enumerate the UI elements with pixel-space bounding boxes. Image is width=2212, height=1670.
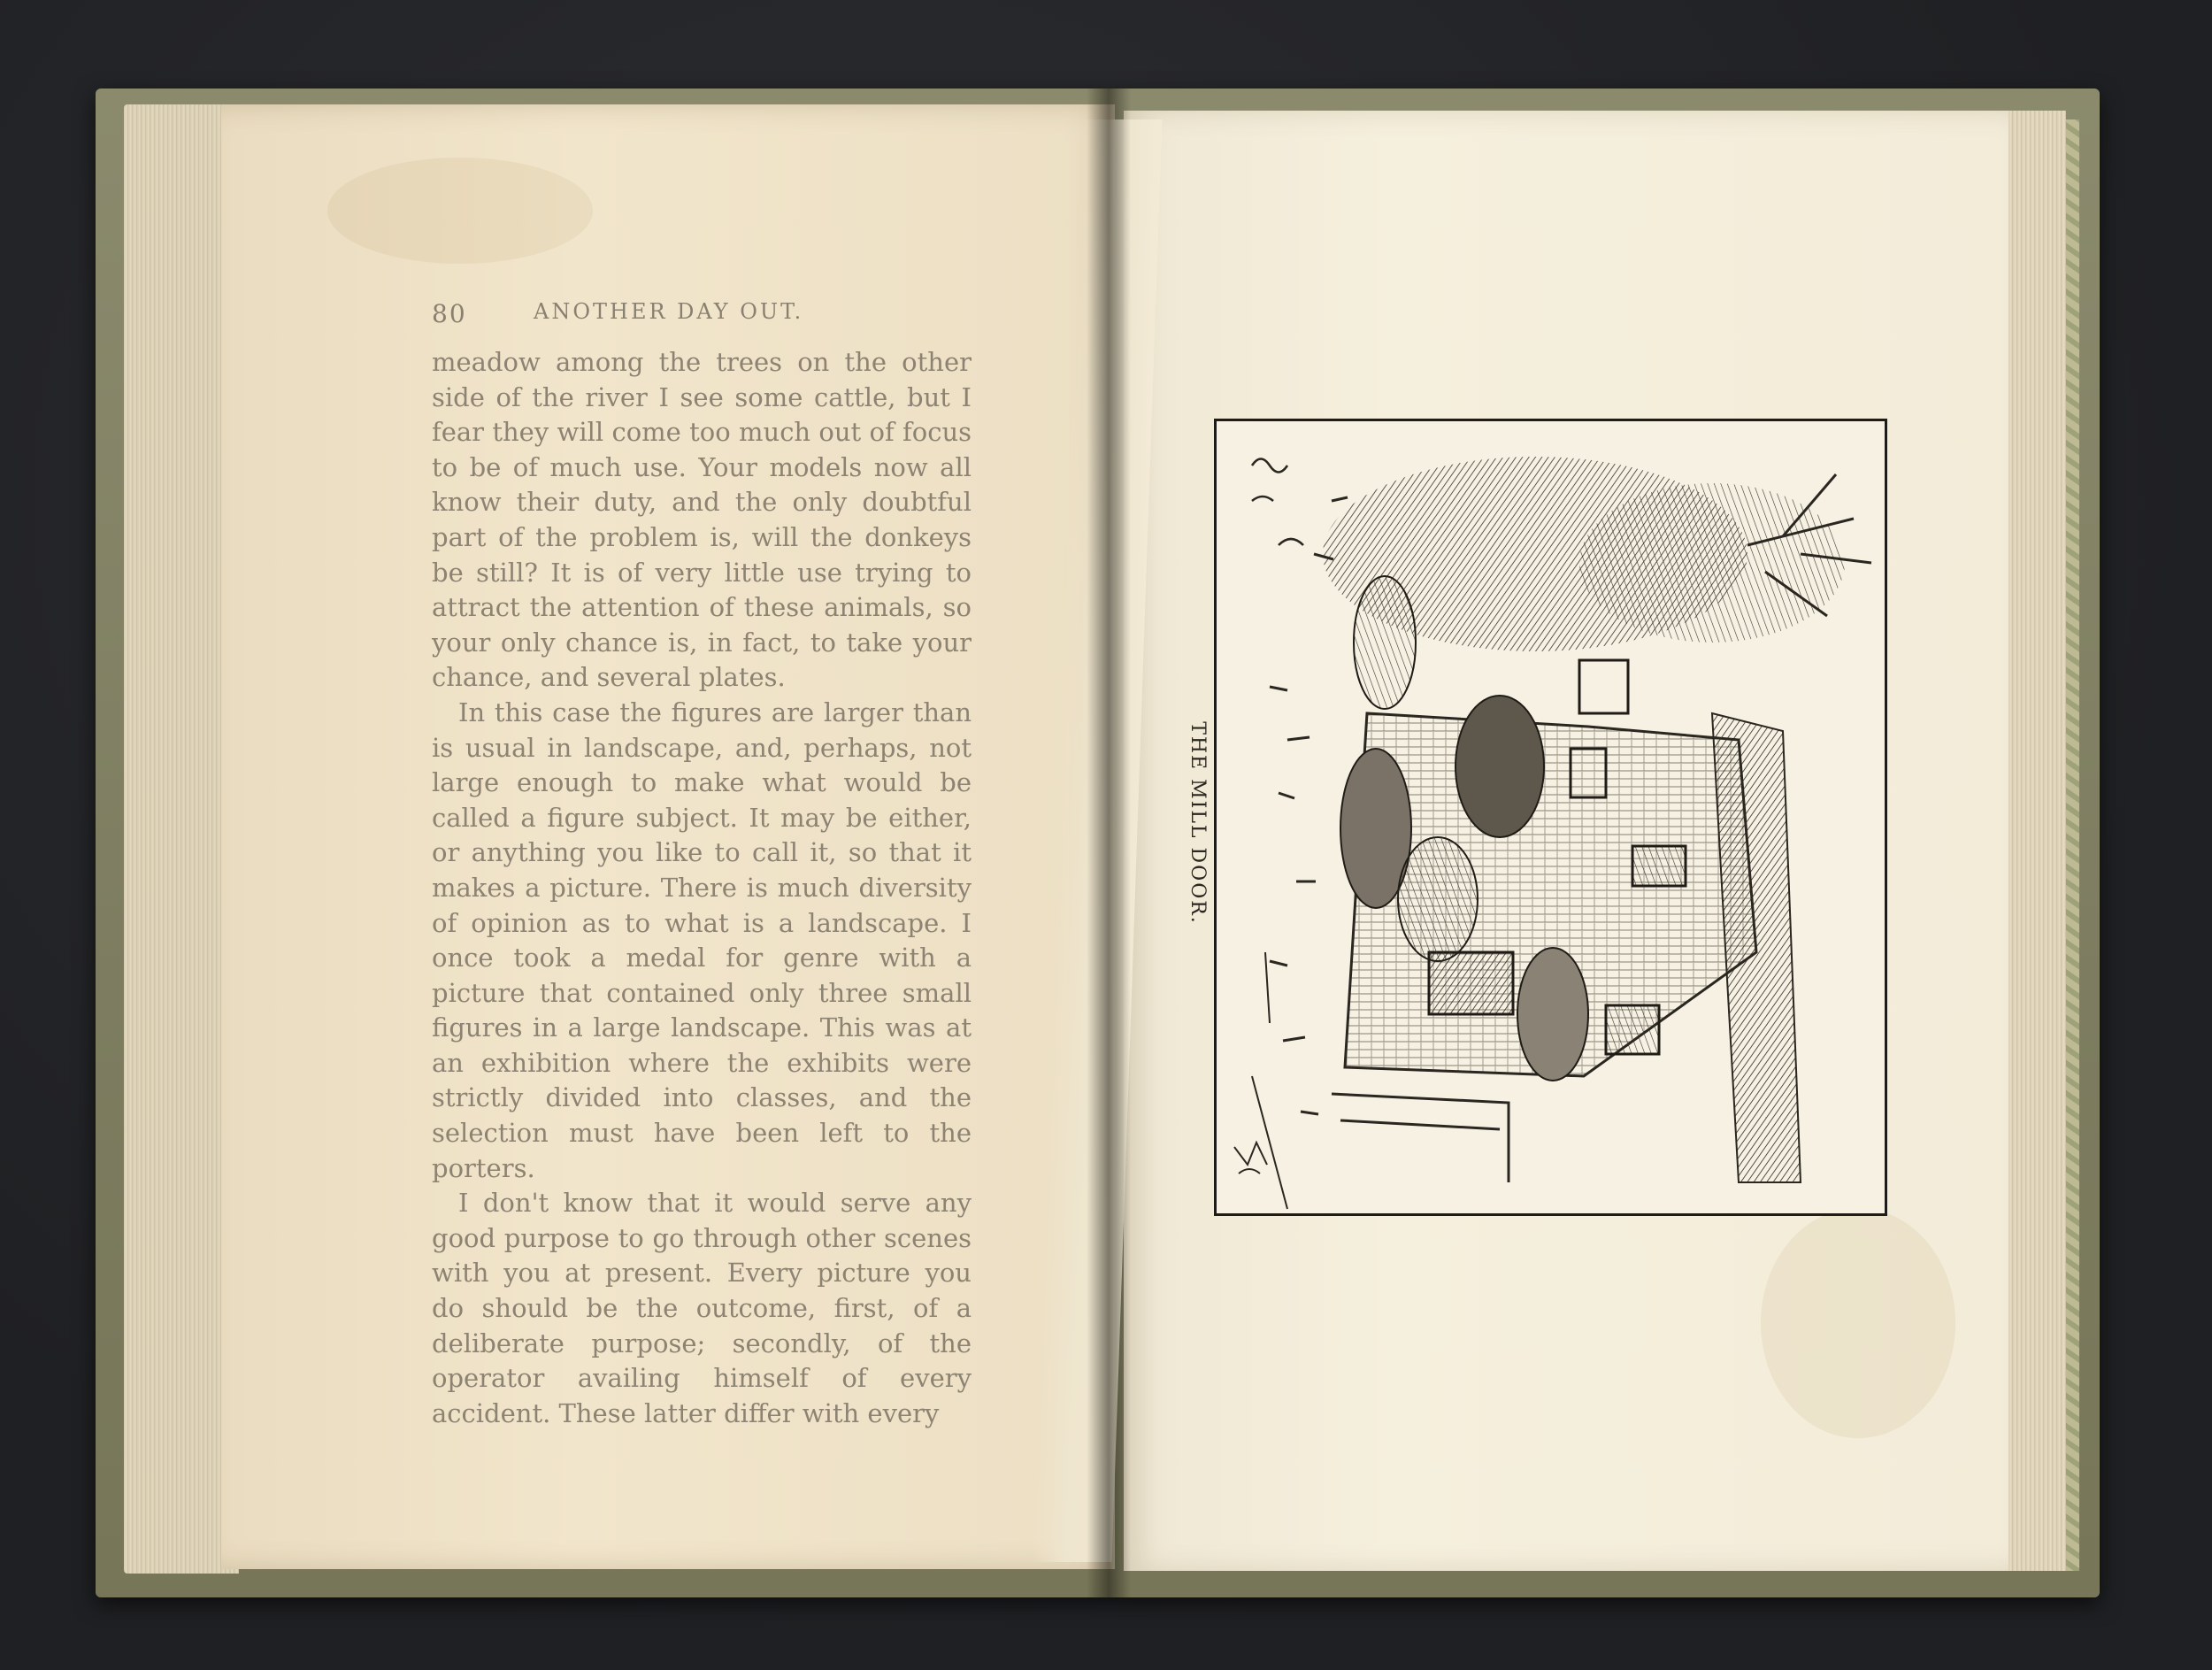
paragraph: In this case the figures are larger than is usual in landscape, and, perhaps, not large enough to make what would be called a figure subject. It may be either, or anything you like to call it, so that it makes a picture. There is much diversity of opinion as to what is a landscape. I once took a medal for genre with a picture that contained only three small figures in a large landscape. This was at an exhibition where the exhibits were strictly divided into classes, and the selection must have been left to the porters. bbox=[432, 696, 972, 1183]
paragraph: I don't know that it would serve any good purpose to go through other scenes with you at present. Every picture you do should be the outcome, first, of a deliberate purpose; secondly, of the operator availing himself of every accident. These latter differ with every bbox=[432, 1188, 972, 1428]
ground-strokes bbox=[1270, 497, 1348, 1114]
figure bbox=[1354, 576, 1416, 709]
building-side bbox=[1712, 713, 1801, 1182]
body-text bbox=[432, 345, 972, 1431]
mill-door-engraving bbox=[1217, 421, 1885, 1213]
donkey bbox=[1455, 696, 1544, 837]
paragraph: meadow among the trees on the other side of the river I see some cattle, but I fear they will come too much out of focus to be of much use. Your models now all know their duty, and the only doubtful part of the problem is, will the donkeys be still? It is of very little use trying to attract the attention of these animals, so your only chance is, in fact, to take your chance, and several plates. bbox=[432, 347, 972, 693]
window bbox=[1579, 660, 1628, 713]
illustration-plate bbox=[1214, 419, 1887, 1216]
tree-canopy bbox=[1579, 483, 1845, 643]
sketch-marks bbox=[1252, 459, 1303, 546]
page-header bbox=[432, 299, 972, 335]
right-page-edges bbox=[2008, 111, 2066, 1571]
foreground-fence bbox=[1332, 1094, 1509, 1182]
page-stain bbox=[327, 158, 593, 264]
figure bbox=[1517, 948, 1588, 1081]
donkey bbox=[1398, 837, 1478, 961]
page-number: 80 bbox=[432, 299, 467, 328]
spine-gutter bbox=[1087, 89, 1131, 1597]
running-head: ANOTHER DAY OUT. bbox=[534, 299, 804, 324]
plate-caption: THE MILL DOOR. bbox=[1187, 721, 1209, 925]
window bbox=[1632, 846, 1686, 886]
fence-posts bbox=[1252, 952, 1287, 1209]
artist-monogram bbox=[1234, 1143, 1267, 1174]
page-stain bbox=[1761, 1208, 1955, 1438]
window bbox=[1606, 1005, 1659, 1054]
